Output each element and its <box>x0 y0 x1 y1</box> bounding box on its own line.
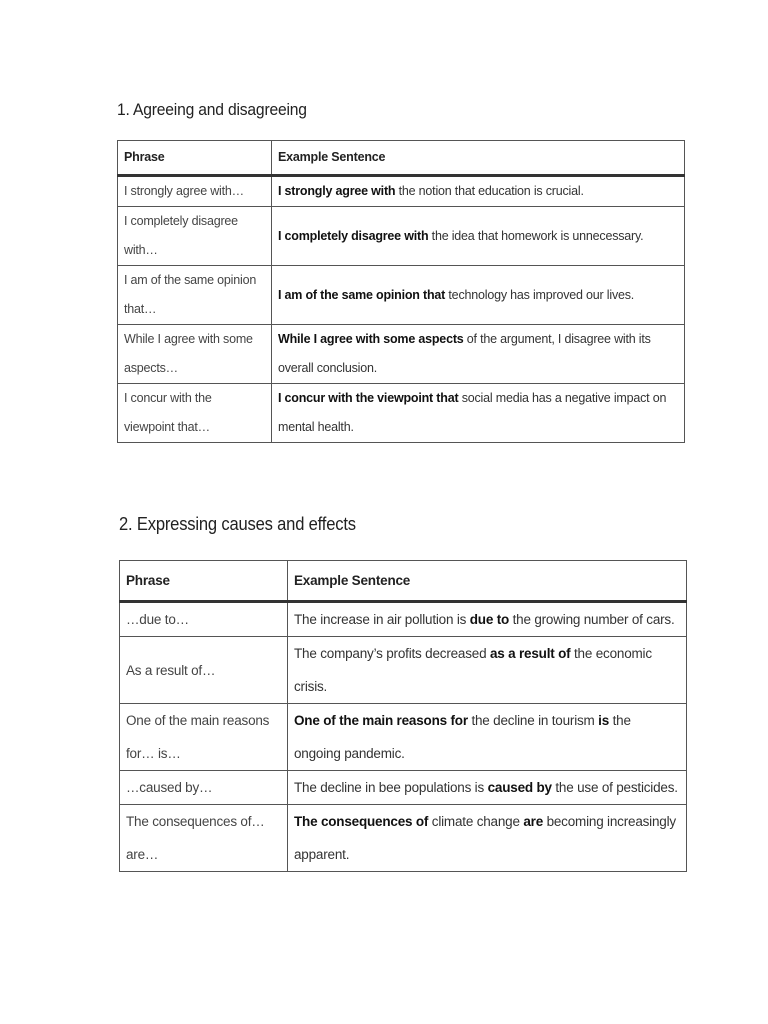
example-cell <box>272 384 685 443</box>
table-body <box>118 176 685 443</box>
phrase-cell: I strongly agree with… <box>118 176 272 207</box>
phrase-cell: As a result of… <box>120 637 288 704</box>
phrase-cell: …due to… <box>120 602 288 637</box>
key-phrase: as a result of <box>489 646 571 661</box>
example-cell <box>288 704 687 771</box>
column-header-example: Example Sentence <box>288 561 687 602</box>
phrases-table <box>117 140 685 443</box>
table-row <box>118 325 685 384</box>
table-row <box>120 771 687 805</box>
table-row <box>118 207 685 266</box>
sentence-text: The company’s profits decreased <box>294 646 490 661</box>
example-cell <box>288 602 687 637</box>
sentence-text: technology has improved our lives. <box>445 287 635 302</box>
key-phrase: One of the main reasons for <box>294 713 468 728</box>
column-header-phrase: Phrase <box>118 141 272 176</box>
phrase-cell: I concur with the viewpoint that… <box>118 384 272 443</box>
phrase-cell: I completely disagree with… <box>118 207 272 266</box>
sentence-text: becoming increasingly apparent. <box>294 814 676 862</box>
example-cell <box>288 771 687 805</box>
sentence-text: The decline in bee populations is <box>294 780 488 795</box>
section-agreeing-disagreeing <box>117 100 685 443</box>
sentence-text: the economic crisis. <box>294 646 652 694</box>
table-row <box>120 704 687 771</box>
sentence-text: the use of pesticides. <box>551 780 678 795</box>
table-row <box>120 602 687 637</box>
table-header-row <box>118 141 685 176</box>
example-cell <box>272 325 685 384</box>
key-phrase: caused by <box>487 780 552 795</box>
sentence-text: social media has a negative impact on mental health. <box>278 391 667 434</box>
table-header-row <box>120 561 687 602</box>
phrase-cell: The consequences of… are… <box>120 805 288 872</box>
key-phrase: I am of the same opinion that <box>278 287 446 302</box>
example-cell <box>272 207 685 266</box>
key-phrase: are <box>523 814 544 829</box>
section-heading: 2. Expressing causes and effects <box>119 514 356 534</box>
key-phrase: I completely disagree with <box>278 228 429 243</box>
table-body <box>120 602 687 872</box>
table-row <box>118 384 685 443</box>
key-phrase: I strongly agree with <box>278 184 396 198</box>
section-causes-effects <box>119 514 687 872</box>
phrase-cell: While I agree with some aspects… <box>118 325 272 384</box>
sentence-text: the notion that education is crucial. <box>395 184 584 198</box>
sentence-text: the idea that homework is unnecessary. <box>428 228 644 243</box>
sentence-text: of the argument, I disagree with its overall conclusion. <box>278 332 651 375</box>
phrase-cell: …caused by… <box>120 771 288 805</box>
example-cell <box>288 637 687 704</box>
key-phrase: due to <box>469 612 510 627</box>
column-header-example: Example Sentence <box>272 141 685 176</box>
sentence-text: climate change <box>428 814 524 829</box>
table-row <box>120 805 687 872</box>
sentence-text: the growing number of cars. <box>509 612 675 627</box>
column-header-phrase: Phrase <box>120 561 288 602</box>
key-phrase: While I agree with some aspects <box>278 332 464 346</box>
phrase-cell: I am of the same opinion that… <box>118 266 272 325</box>
example-cell <box>272 266 685 325</box>
example-cell <box>272 176 685 207</box>
table-row <box>118 176 685 207</box>
key-phrase: I concur with the viewpoint that <box>278 391 459 405</box>
section-heading: 1. Agreeing and disagreeing <box>117 100 307 119</box>
key-phrase: The consequences of <box>294 814 429 829</box>
key-phrase: is <box>598 713 610 728</box>
sentence-text: the ongoing pandemic. <box>294 713 631 761</box>
table-row <box>120 637 687 704</box>
sentence-text: The increase in air pollution is <box>294 612 470 627</box>
table-row <box>118 266 685 325</box>
example-cell <box>288 805 687 872</box>
phrase-cell: One of the main reasons for… is… <box>120 704 288 771</box>
phrases-table <box>119 560 687 872</box>
sentence-text: the decline in tourism <box>467 713 599 728</box>
